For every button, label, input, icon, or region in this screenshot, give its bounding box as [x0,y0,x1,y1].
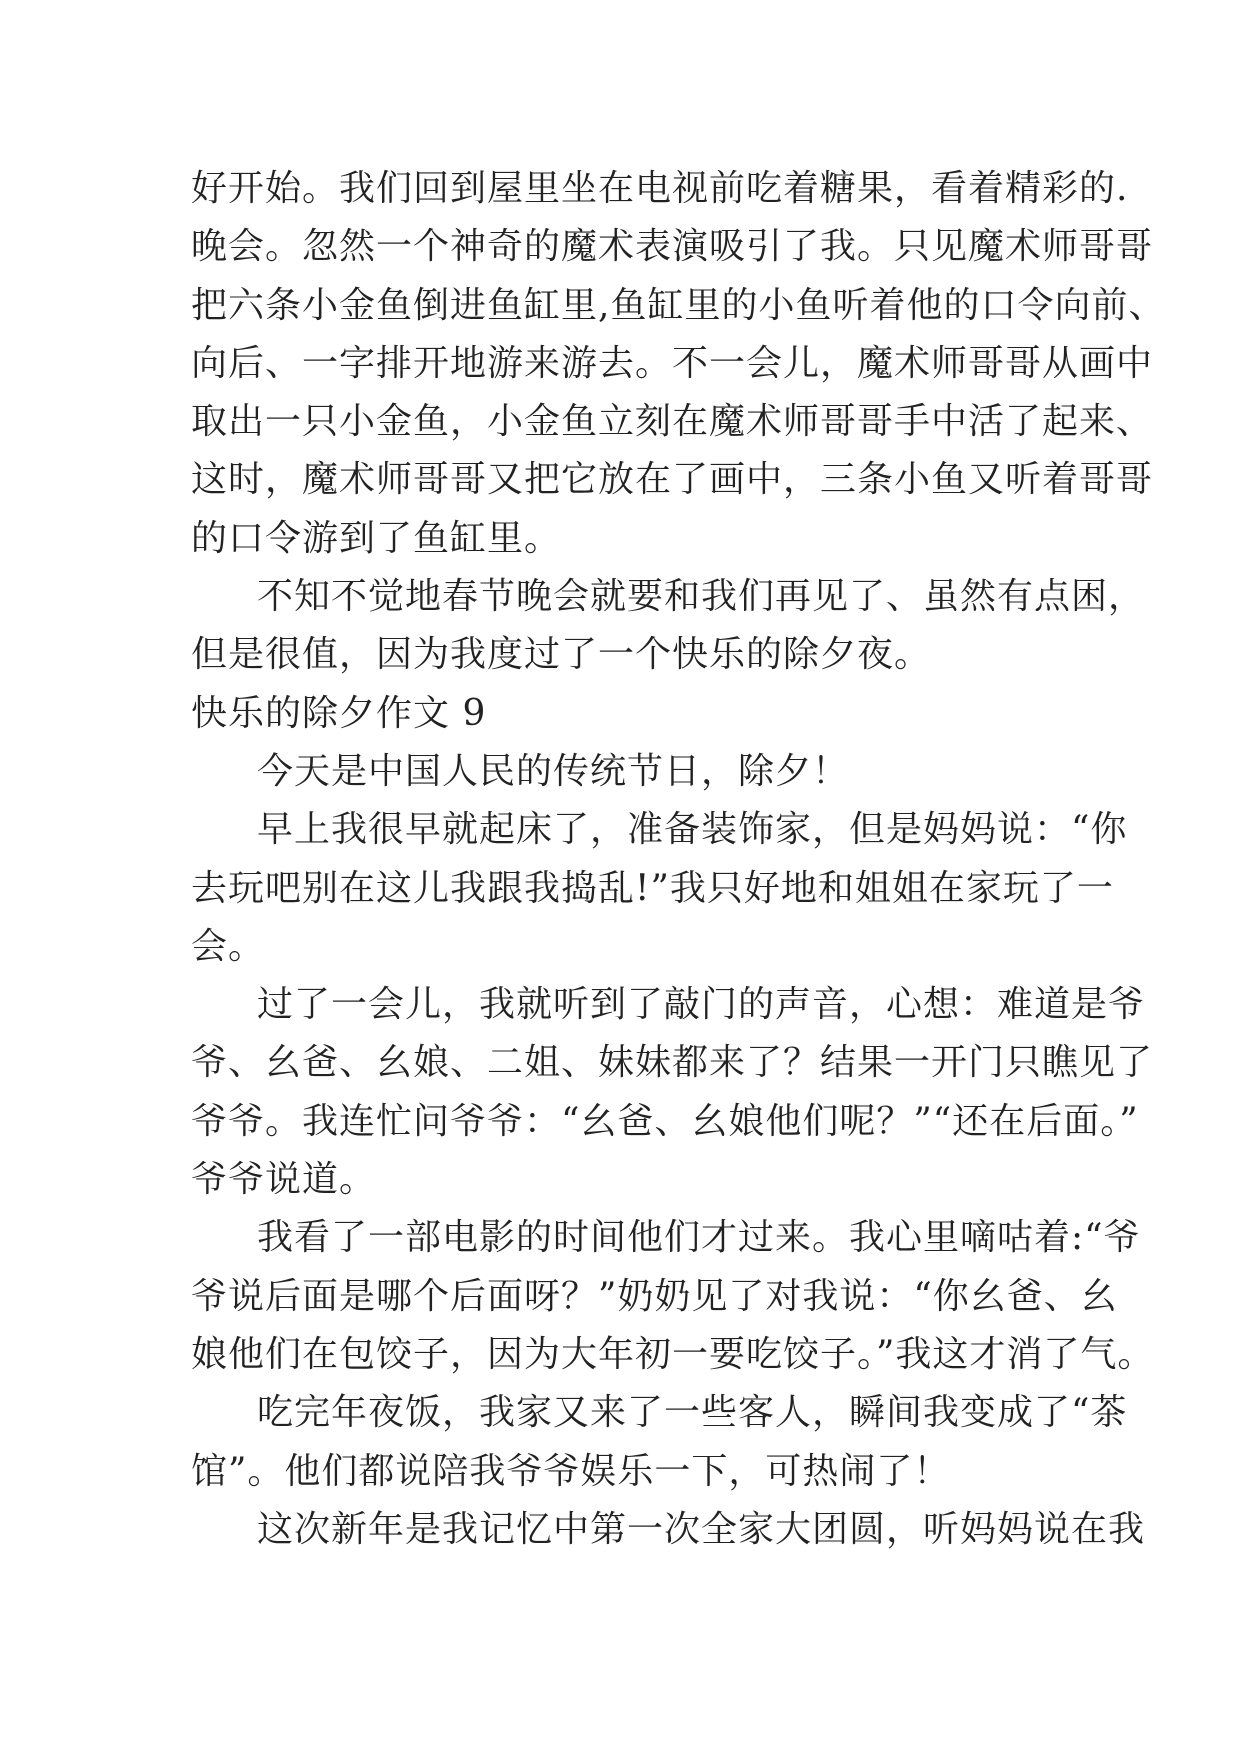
text-line: 爷爷说道。 [191,1159,377,1201]
text-line: 这次新年是我记忆中第一次全家大团圆，听妈妈说在我 [257,1508,1146,1550]
text-line: 去玩吧别在这儿我跟我捣乱!”我只好地和姐姐在家玩了一 [191,867,1114,909]
text-line: 这时，魔术师哥哥又把它放在了画中，三条小鱼又听着哥哥 [191,459,1154,501]
text-line: 取出一只小金鱼，小金鱼立刻在魔术师哥哥手中活了起来、 [191,401,1154,443]
text-line: 吃完年夜饭，我家又来了一些客人，瞬间我变成了“茶 [257,1392,1128,1434]
text-line: 过了一会儿，我就听到了敲门的声音，心想：难道是爷 [257,984,1146,1026]
text-line: 今天是中国人民的传统节日，除夕！ [257,750,850,792]
text-line: 会。 [191,925,266,967]
text-line: 快乐的除夕作文 9 [191,692,487,734]
text-line: 娘他们在包饺子，因为大年初一要吃饺子。”我这才消了气。 [191,1333,1155,1375]
text-line: 爷爷。我连忙问爷爷：“幺爸、幺娘他们呢？”“还在后面。” [191,1100,1139,1142]
text-line: 向后、一字排开地游来游去。不一会儿，魔术师哥哥从画中 [191,342,1154,384]
text-line: 晚会。忽然一个神奇的魔术表演吸引了我。只见魔术师哥哥 [191,226,1154,268]
text-line: 早上我很早就起床了，准备装饰家，但是妈妈说：“你 [257,809,1128,851]
text-line: 但是很值，因为我度过了一个快乐的除夕夜。 [191,634,932,676]
text-line: 不知不觉地春节晚会就要和我们再见了、虽然有点困， [257,576,1146,618]
text-line: 爷、幺爸、幺娘、二姐、妹妹都来了？结果一开门只瞧见了 [191,1042,1154,1084]
text-line: 的口令游到了鱼缸里。 [191,517,562,559]
text-line: 我看了一部电影的时间他们才过来。我心里嘀咕着:“爷 [257,1217,1141,1259]
text-line: 爷说后面是哪个后面呀？”奶奶见了对我说：“你幺爸、幺 [191,1275,1118,1317]
text-line: 把六条小金鱼倒进鱼缸里,鱼缸里的小鱼听着他的口令向前、 [191,284,1166,326]
text-line: 好开始。我们回到屋里坐在电视前吃着糖果，看着精彩的. [191,168,1129,209]
document-body [191,160,1166,1559]
text-line: 馆”。他们都说陪我爷爷娱乐一下，可热闹了！ [191,1450,951,1492]
